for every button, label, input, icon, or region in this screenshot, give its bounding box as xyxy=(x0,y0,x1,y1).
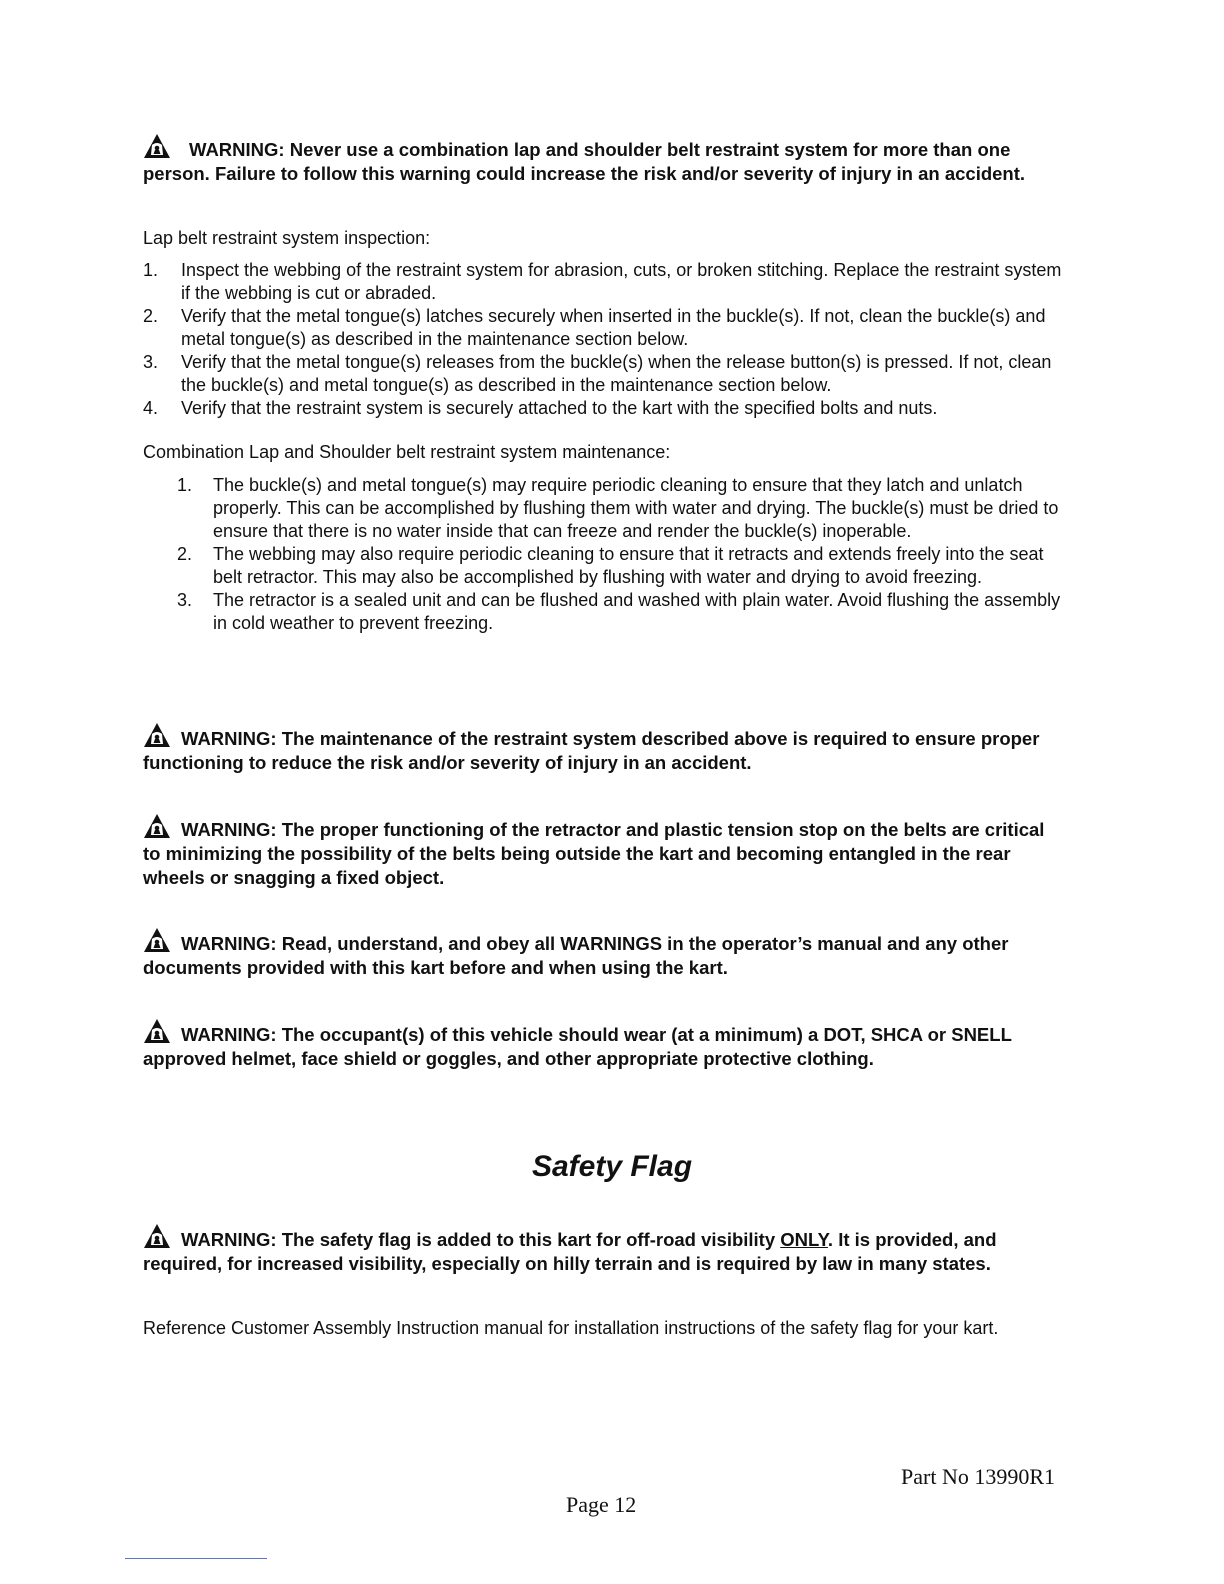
warning-triangle-icon xyxy=(143,927,171,953)
warning-triangle-icon xyxy=(143,1018,171,1044)
inspection-section xyxy=(143,227,1063,420)
warning-5 xyxy=(143,1018,1063,1071)
safety-flag-heading: Safety Flag xyxy=(531,1150,693,1183)
list-item: 2. Verify that the metal tongue(s) latches securely when inserted in the buckle(s). If not, clean the buckle(s) and metal tongue(s) as described in the maintenance section below. xyxy=(143,306,1046,349)
warning-5-text: WARNING: The occupant(s) of this vehicle should wear (at a minimum) a DOT, SHCA or SNELL approved helmet, face shield or goggles, and other appropriate protective clothing. xyxy=(143,1024,1012,1069)
reference-text: Reference Customer Assembly Instruction manual for installation instructions of the safety flag for your kart. xyxy=(143,1318,999,1338)
warning-3 xyxy=(143,813,1063,890)
reference-paragraph xyxy=(143,1317,1063,1340)
list-item: 3. Verify that the metal tongue(s) releases from the buckle(s) when the release button(s) is pressed. If not, clean the buckle(s) and metal tongue(s) as described in the maintenance section below. xyxy=(143,352,1052,395)
maintenance-list xyxy=(143,474,1063,635)
list-item: 4. Verify that the restraint system is securely attached to the kart with the specified bolts and nuts. xyxy=(143,398,938,418)
inspection-title: Lap belt restraint system inspection: xyxy=(143,228,431,248)
maintenance-section xyxy=(143,441,1063,635)
warning-3-text: WARNING: The proper functioning of the retractor and plastic tension stop on the belts are critical to minimizing the possibility of the belts being outside the kart and becoming entangled in the rear wheels or snagging a fixed object. xyxy=(143,819,1045,888)
part-number: Part No 13990R1 xyxy=(901,1464,1055,1489)
warning-2 xyxy=(143,722,1063,775)
list-item: 3. The retractor is a sealed unit and can be flushed and washed with plain water. Avoid flushing the assembly in cold weather to prevent freezing. xyxy=(177,590,1061,633)
warning-triangle-icon xyxy=(143,813,171,839)
warning-1 xyxy=(143,133,1063,186)
warning-6-emphasis: ONLY xyxy=(780,1229,828,1250)
divider xyxy=(125,1558,267,1559)
warning-6 xyxy=(143,1223,1063,1276)
warning-4-text: WARNING: Read, understand, and obey all WARNINGS in the operator’s manual and any other documents provided with this kart before and when using the kart. xyxy=(143,933,1009,978)
list-item: 2. The webbing may also require periodic cleaning to ensure that it retracts and extends freely into the seat belt retractor. This may also be accomplished by flushing with water and drying to avoid freezing. xyxy=(177,544,1044,587)
warning-6-text-after: . It is provided, and required, for increased visibility, especially on hilly terrain and is required by law in many states. xyxy=(143,1229,997,1274)
warning-1-text: WARNING: Never use a combination lap and shoulder belt restraint system for more than one person. Failure to follow this warning could increase the risk and/or severity of injury in an accident. xyxy=(143,139,1026,184)
page-number: Page 12 xyxy=(566,1492,637,1517)
warning-2-text: WARNING: The maintenance of the restraint system described above is required to ensure proper functioning to reduce the risk and/or severity of injury in an accident. xyxy=(143,728,1040,773)
warning-6-text-before: WARNING: The safety flag is added to this kart for off-road visibility xyxy=(181,1229,781,1250)
warning-triangle-icon xyxy=(143,722,171,748)
warning-4 xyxy=(143,927,1063,980)
warning-triangle-icon xyxy=(143,133,171,159)
maintenance-title: Combination Lap and Shoulder belt restraint system maintenance: xyxy=(143,442,671,462)
inspection-list xyxy=(143,259,1063,420)
list-item: 1. Inspect the webbing of the restraint system for abrasion, cuts, or broken stitching. Replace the restraint system if the webbing is cut or abraded. xyxy=(143,260,1062,303)
warning-triangle-icon xyxy=(143,1223,171,1249)
list-item: 1. The buckle(s) and metal tongue(s) may require periodic cleaning to ensure that they latch and unlatch properly. This can be accomplished by flushing them with water and drying. The buckle(s) must be dried to ensure that there is no water inside that can freeze and render the buckle(s) inoperable. xyxy=(177,475,1059,541)
